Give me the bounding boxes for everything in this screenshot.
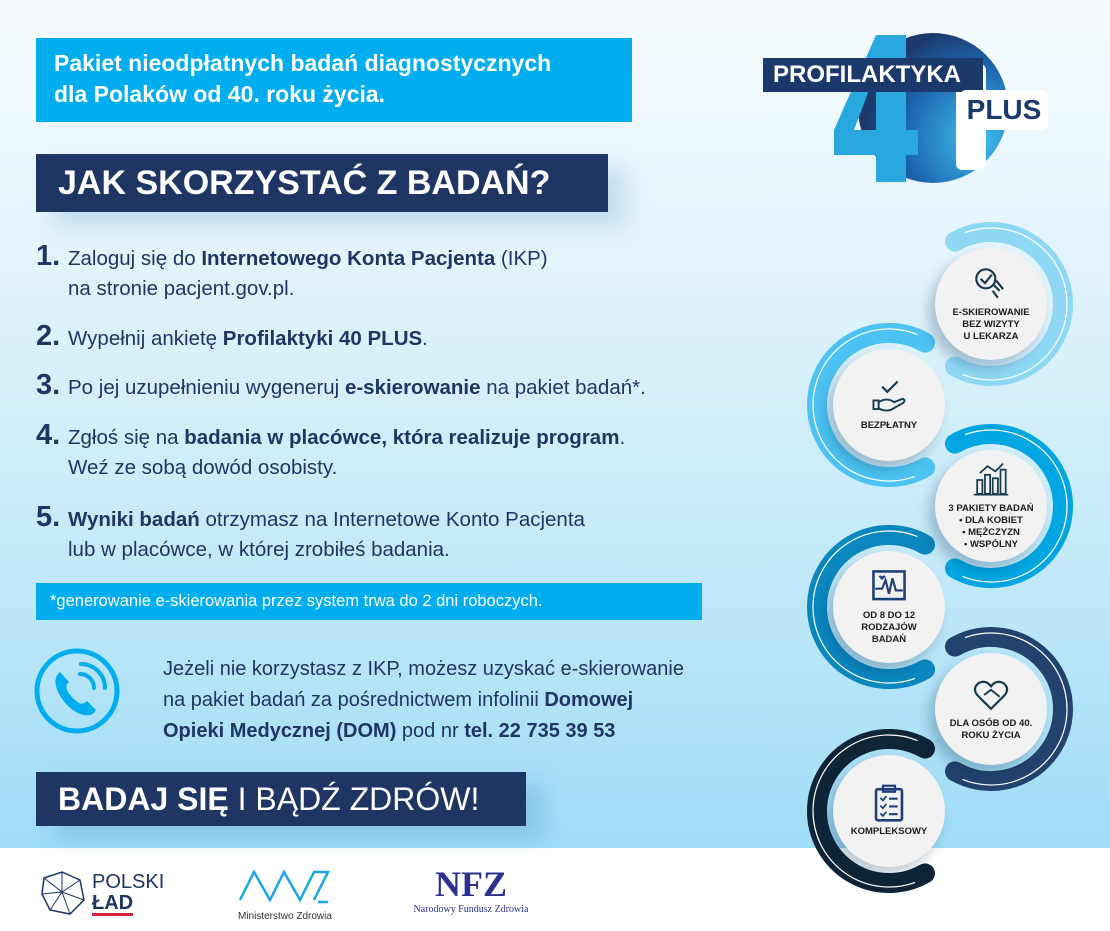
bold-text: Wyniki badań xyxy=(68,508,200,531)
text: lub w placówce, w której zrobiłeś badania. xyxy=(68,538,450,561)
touch-check-icon xyxy=(972,265,1010,303)
feature-label xyxy=(950,718,1033,742)
text: Po jej uzupełnieniu wygeneruj xyxy=(68,376,345,399)
feature-label-line: BADAŃ xyxy=(871,634,907,645)
slogan-rest: I BĄDŹ ZDRÓW! xyxy=(228,781,480,817)
text: . xyxy=(619,426,626,449)
step-number: 1. xyxy=(36,240,61,272)
bar-chart-icon xyxy=(972,461,1010,499)
bold-text: Opieki Medycznej (DOM) xyxy=(163,720,397,742)
feature-badge xyxy=(935,450,1047,562)
text: Weź ze sobą dowód osobisty. xyxy=(68,456,338,479)
clipboard-checklist-icon xyxy=(870,784,908,822)
feature-label-line: • DLA KOBIET xyxy=(959,515,1023,526)
text: Jeżeli nie korzystasz z IKP, możesz uzyskać e-skierowanie xyxy=(163,658,684,680)
mz-name: Ministerstwo Zdrowia xyxy=(238,911,332,922)
text: Zaloguj się do xyxy=(68,247,202,270)
nfz-abbr: NFZ xyxy=(435,864,507,904)
mz-emblem-icon xyxy=(238,870,334,904)
bold-text: e-skierowanie xyxy=(344,376,481,399)
intro-line: dla Polaków od 40. roku życia. xyxy=(54,81,386,107)
text: Wypełnij ankietę xyxy=(68,327,223,350)
feature-label-line: OD 8 DO 12 xyxy=(862,610,916,621)
feature-label xyxy=(861,610,916,646)
feature-label-line: RODZAJÓW xyxy=(861,622,917,633)
feature-label-line: 3 PAKIETY BADAŃ xyxy=(948,503,1034,514)
polski-lad-word1: POLSKI xyxy=(92,871,165,893)
text: na pakiet badań*. xyxy=(480,376,646,399)
heart-monitor-icon xyxy=(870,568,908,606)
feature-label-line: BEZPŁATNY xyxy=(860,420,918,431)
polski-lad-logo xyxy=(40,870,165,921)
bold-text: tel. 22 735 39 53 xyxy=(464,720,616,742)
hand-check-icon xyxy=(870,378,908,416)
bold-text: Profilaktyki 40 PLUS xyxy=(222,327,423,350)
page-title: JAK SKORZYSTAĆ Z BADAŃ? xyxy=(36,154,608,212)
feature-badge xyxy=(833,551,945,663)
footnote: *generowanie e-skierowania przez system trwa do 2 dni roboczych. xyxy=(36,583,702,620)
feature-label-line: • MĘŻCZYZN xyxy=(962,527,1020,538)
slogan-bold: BADAJ SIĘ xyxy=(58,781,229,817)
text: (IKP) xyxy=(495,247,548,270)
step-number: 5. xyxy=(36,501,61,533)
feature-label-line: BEZ WIZYTY xyxy=(962,319,1020,330)
logo-word2: PLUS xyxy=(960,90,1048,130)
handshake-heart-icon xyxy=(972,676,1010,714)
feature-label-line: DLA OSÓB OD 40. xyxy=(949,718,1033,729)
step-number: 3. xyxy=(36,369,61,401)
intro-line: Pakiet nieodpłatnych badań diagnostycznych xyxy=(54,50,552,76)
text: Zgłoś się na xyxy=(68,426,185,449)
step-number: 4. xyxy=(36,419,61,451)
ministerstwo-zdrowia-logo xyxy=(238,870,334,922)
feature-badge xyxy=(833,349,945,461)
bold-text: Internetowego Konta Pacjenta xyxy=(201,247,496,270)
logo-word1: PROFILAKTYKA xyxy=(763,58,983,92)
text: na stronie pacjent.gov.pl. xyxy=(68,277,295,300)
feature-label xyxy=(948,503,1033,551)
feature-badge xyxy=(833,755,945,867)
step-number: 2. xyxy=(36,320,61,352)
feature-label-line: E-SKIEROWANIE xyxy=(952,307,1030,318)
text: otrzymasz na Internetowe Konto Pacjenta xyxy=(199,508,585,531)
text: na pakiet badań za pośrednictwem infolinii xyxy=(163,689,545,711)
feature-label xyxy=(952,307,1029,343)
feature-label xyxy=(861,420,917,432)
feature-label-line: U LEKARZA xyxy=(963,331,1019,342)
bold-text: Domowej xyxy=(544,689,634,711)
feature-badge xyxy=(935,653,1047,765)
text: . xyxy=(422,327,428,350)
text: pod nr xyxy=(396,720,465,742)
bold-text: badania w placówce, która realizuje program xyxy=(184,426,620,449)
feature-badge xyxy=(935,248,1047,360)
nfz-name: Narodowy Fundusz Zdrowia xyxy=(413,904,529,915)
nfz-logo xyxy=(406,866,536,915)
feature-label-line: • WSPÓLNY xyxy=(963,539,1018,550)
polski-lad-emblem-icon xyxy=(40,870,86,916)
polski-lad-word2: ŁAD xyxy=(92,892,134,914)
feature-label xyxy=(851,826,928,838)
feature-label-line: KOMPLEKSOWY xyxy=(850,826,928,837)
feature-label-line: ROKU ŻYCIA xyxy=(961,730,1021,741)
